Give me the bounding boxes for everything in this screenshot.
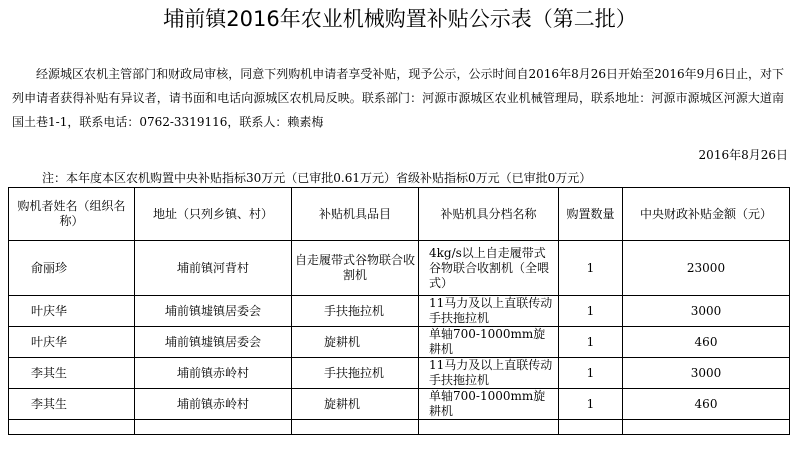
cell-buyer-name: 李其生	[9, 358, 135, 389]
cell-grade: 单轴700-1000mm旋耕机	[419, 327, 559, 358]
header-buyer-name: 购机者姓名（组织名称）	[9, 188, 135, 241]
cell-buyer-name: 叶庆华	[9, 296, 135, 327]
cell-address: 埔前镇墟镇居委会	[135, 296, 292, 327]
cell-amount: 460	[623, 327, 790, 358]
header-quantity: 购置数量	[559, 188, 623, 241]
cell-item: 手扶拖拉机	[292, 358, 419, 389]
header-amount: 中央财政补贴金额（元）	[623, 188, 790, 241]
cell-grade: 11马力及以上直联传动手扶拖拉机	[419, 296, 559, 327]
header-grade: 补贴机具分档名称	[419, 188, 559, 241]
table-row	[9, 296, 790, 327]
cell-quantity: 1	[559, 327, 623, 358]
cell-item: 旋耕机	[292, 389, 419, 420]
cell-grade: 11马力及以上直联传动手扶拖拉机	[419, 358, 559, 389]
cell-empty	[9, 420, 135, 435]
subsidy-table	[8, 187, 790, 435]
cell-amount: 23000	[623, 241, 790, 296]
cell-amount: 3000	[623, 296, 790, 327]
cell-item: 手扶拖拉机	[292, 296, 419, 327]
page-title: 埔前镇2016年农业机械购置补贴公示表（第二批）	[163, 7, 637, 31]
cell-quantity: 1	[559, 358, 623, 389]
cell-amount: 3000	[623, 358, 790, 389]
cell-empty	[623, 420, 790, 435]
table-row	[9, 358, 790, 389]
table-header-row	[9, 188, 790, 241]
cell-empty	[135, 420, 292, 435]
cell-amount: 460	[623, 389, 790, 420]
cell-empty	[292, 420, 419, 435]
header-item: 补贴机具品目	[292, 188, 419, 241]
table-row	[9, 389, 790, 420]
cell-buyer-name: 叶庆华	[9, 327, 135, 358]
cell-quantity: 1	[559, 389, 623, 420]
cell-quantity: 1	[559, 241, 623, 296]
publish-date: 2016年8月26日	[698, 148, 788, 162]
cell-grade: 单轴700-1000mm旋耕机	[419, 389, 559, 420]
subsidy-note: 注：本年度本区农机购置中央补贴指标30万元（已审批0.61万元）省级补贴指标0万元（已审批0万元）	[42, 171, 592, 185]
cell-address: 埔前镇赤岭村	[135, 358, 292, 389]
cell-empty	[419, 420, 559, 435]
header-address: 地址（只列乡镇、村）	[135, 188, 292, 241]
cell-item: 自走履带式谷物联合收割机	[292, 241, 419, 296]
cell-item: 旋耕机	[292, 327, 419, 358]
cell-empty	[559, 420, 623, 435]
cell-address: 埔前镇墟镇居委会	[135, 327, 292, 358]
cell-grade: 4kg/s以上自走履带式谷物联合收割机（全喂式）	[419, 241, 559, 296]
cell-address: 埔前镇河背村	[135, 241, 292, 296]
cell-quantity: 1	[559, 296, 623, 327]
table-row-empty	[9, 420, 790, 435]
table-row	[9, 241, 790, 296]
cell-buyer-name: 李其生	[9, 389, 135, 420]
table-row	[9, 327, 790, 358]
cell-address: 埔前镇赤岭村	[135, 389, 292, 420]
intro-paragraph: 经源城区农机主管部门和财政局审核，同意下列购机申请者享受补贴，现予公示，公示时间自2016年8月26日开始至2016年9月6日止，对下列申请者获得补贴有异议者，请书面和电话向源城区农机局反映。联系部门：河源市源城区农业机械管理局，联系地址：河源市源城区河源大道南国土巷1-1，联系电话：0762-3319116，联系人：赖素梅	[12, 67, 784, 129]
cell-buyer-name: 俞丽珍	[9, 241, 135, 296]
